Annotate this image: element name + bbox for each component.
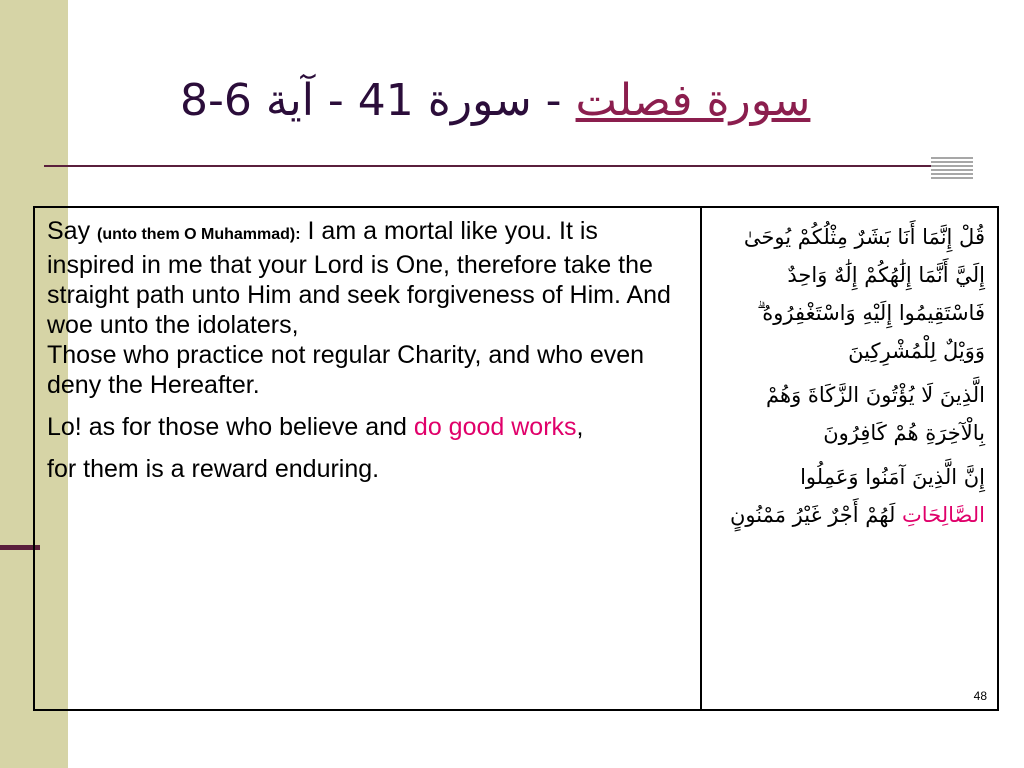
english-verse-6-text: I am a mortal like you. It is inspired in me that your Lord is One, therefore take the straight path unto Him and seek forgiveness of Him. And woe unto the idolaters, (47, 217, 671, 339)
highlight-righteous-deeds: الصَّالِحَاتِ (902, 503, 985, 527)
english-verse-7: Those who practice not regular Charity, and who even deny the Hereafter. (47, 341, 645, 399)
arabic-verse-8-text: إِنَّ الَّذِينَ آمَنُوا وَعَمِلُوا (800, 465, 985, 489)
arabic-verse-6: قُلْ إِنَّمَا أَنَا بَشَرٌ مِثْلُكُمْ يُوحَىٰ إِلَيَّ أَنَّمَا إِلَٰهُكُمْ إِلَٰهٌ وَاحِدٌ فَاسْتَقِيمُوا إِلَيْهِ وَاسْتَغْفِرُوهُ ۗ وَوَيْلٌ لِلْمُشْرِكِينَ (743, 225, 985, 363)
english-verse-8a-comma: , (576, 413, 584, 441)
say-text: Say (47, 217, 98, 245)
slide-title (180, 66, 900, 136)
english-verse-8a-text: Lo! as for those who believe and (47, 413, 414, 441)
highlight-good-works: do good works (413, 413, 577, 441)
english-translation-cell (35, 208, 702, 709)
slide-number: 48 (973, 689, 987, 703)
verse-table (33, 206, 999, 711)
english-verse-6 (47, 216, 690, 340)
arabic-text-cell (702, 208, 997, 709)
arabic-verse-7: الَّذِينَ لَا يُؤْتُونَ الزَّكَاةَ وَهُمْ بِالْآخِرَةِ هُمْ كَافِرُونَ (766, 383, 985, 445)
surah-name-link[interactable]: سورة فصلت (575, 75, 811, 126)
divider-striped-block (931, 157, 973, 179)
title-separator: - (531, 75, 576, 126)
title-surah-verse: سورة 41 - آية 6-8 (180, 75, 532, 126)
arabic-verse-8 (712, 458, 985, 534)
arabic-verse-8-end: لَهُمْ أَجْرٌ غَيْرُ مَمْنُونٍ (729, 503, 903, 527)
title-divider (44, 165, 966, 167)
parenthetical-note: (unto them O Muhammad): (97, 226, 301, 243)
english-verse-8b: for them is a reward enduring. (47, 455, 380, 483)
english-verse-8a (47, 412, 690, 442)
